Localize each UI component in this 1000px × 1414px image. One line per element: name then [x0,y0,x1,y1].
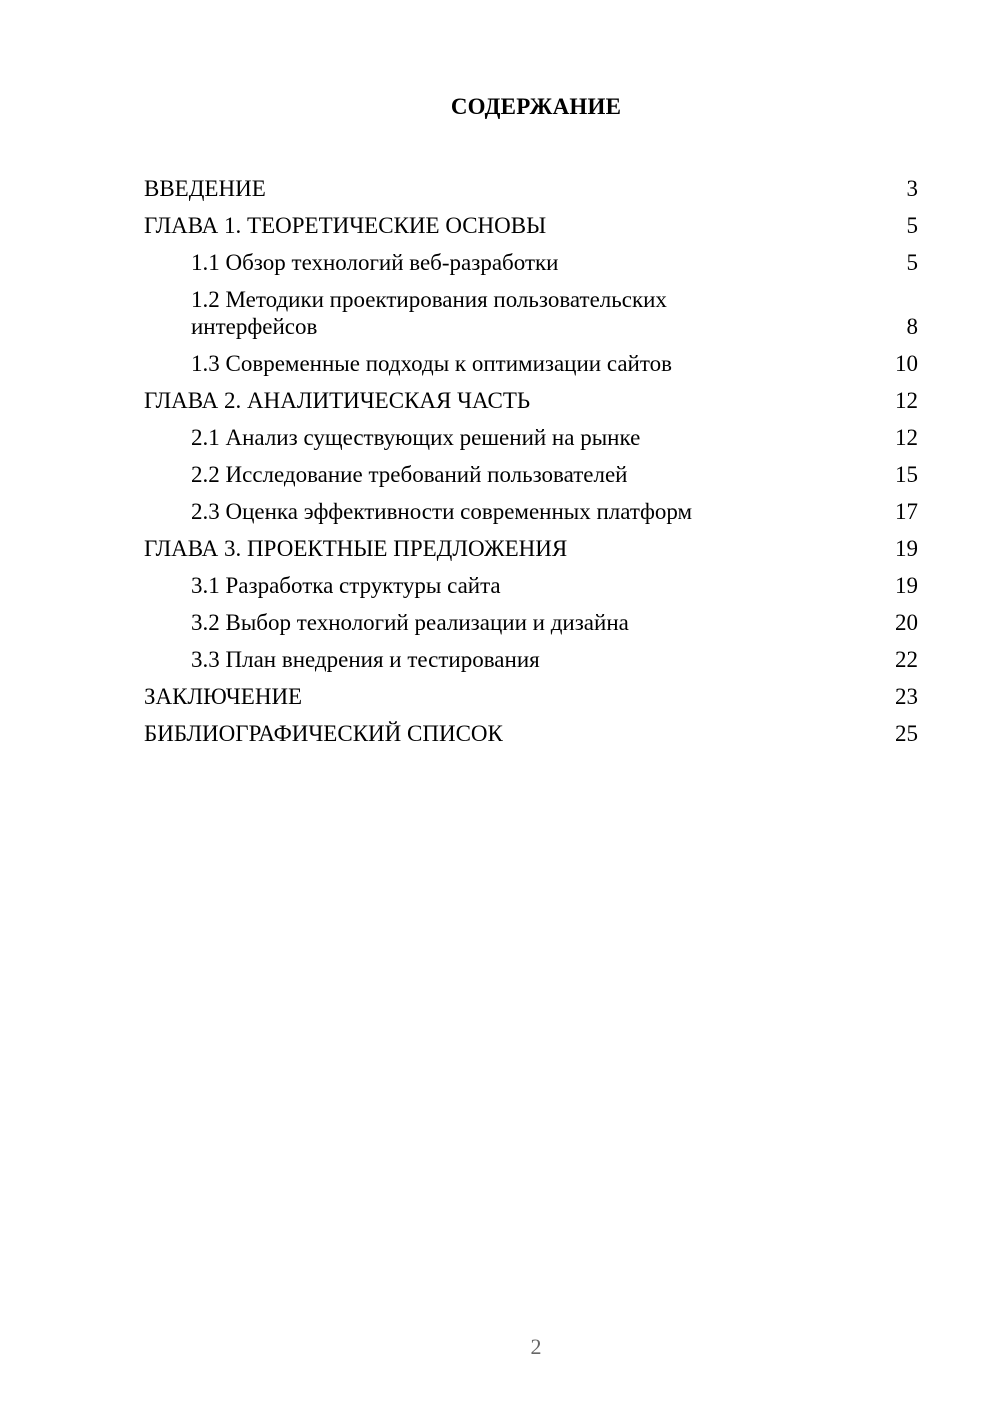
toc-entry [144,170,918,207]
toc-entry-page: 20 [895,610,918,635]
toc-entry-text: 3.1 Разработка структуры сайта [191,573,501,598]
toc-entry-page: 17 [895,499,918,524]
toc-entry [144,567,918,604]
toc-entry [144,678,918,715]
toc-entry-text: ГЛАВА 1. ТЕОРЕТИЧЕСКИЕ ОСНОВЫ [144,213,547,238]
toc-entry-page: 8 [906,314,918,339]
toc-entry-text: ГЛАВА 2. АНАЛИТИЧЕСКАЯ ЧАСТЬ [144,388,531,413]
toc-entry-page: 10 [895,351,918,376]
page-number: 2 [530,1334,542,1359]
toc-entry-page: 12 [895,388,918,413]
toc-entry-page: 19 [895,573,918,598]
toc-entry [144,281,918,345]
toc-entry [144,244,918,281]
toc-entry [144,604,918,641]
toc-entry [144,345,918,382]
toc-entry-text: 3.3 План внедрения и тестирования [191,647,540,672]
toc-entry [144,207,918,244]
toc-entry-text: 1.3 Современные подходы к оптимизации сайтов [191,351,672,376]
toc-entry [144,493,918,530]
toc-entry-text: 2.1 Анализ существующих решений на рынке [191,425,641,450]
page-title: СОДЕРЖАНИЕ [450,94,622,119]
toc-entry-page: 19 [895,536,918,561]
toc-entry [144,715,918,752]
toc-entry-text: 3.2 Выбор технологий реализации и дизайна [191,610,629,635]
toc-entry-page: 12 [895,425,918,450]
toc-entry [144,382,918,419]
toc-entry [144,419,918,456]
toc-entry-text: ВВЕДЕНИЕ [144,176,266,201]
toc-entry-text: ГЛАВА 3. ПРОЕКТНЫЕ ПРЕДЛОЖЕНИЯ [144,536,568,561]
toc-entry [144,456,918,493]
toc-entry-text: ЗАКЛЮЧЕНИЕ [144,684,303,709]
toc-entry-page: 5 [906,250,918,275]
toc-entry-page: 3 [906,176,918,201]
toc-entry-page: 22 [895,647,918,672]
toc-entry-text: 1.2 Методики проектирования пользовательских интерфейсов [191,287,667,339]
toc-entry-text: 2.3 Оценка эффективности современных платформ [191,499,693,524]
toc-entry [144,641,918,678]
toc-entry-text: БИБЛИОГРАФИЧЕСКИЙ СПИСОК [144,721,503,746]
toc-entry-page: 5 [906,213,918,238]
toc-entry [144,530,918,567]
table-of-contents [144,170,918,752]
toc-entry-page: 25 [895,721,918,746]
toc-entry-text: 1.1 Обзор технологий веб-разработки [191,250,559,275]
toc-entry-page: 23 [895,684,918,709]
toc-entry-text: 2.2 Исследование требований пользователей [191,462,628,487]
toc-entry-page: 15 [895,462,918,487]
